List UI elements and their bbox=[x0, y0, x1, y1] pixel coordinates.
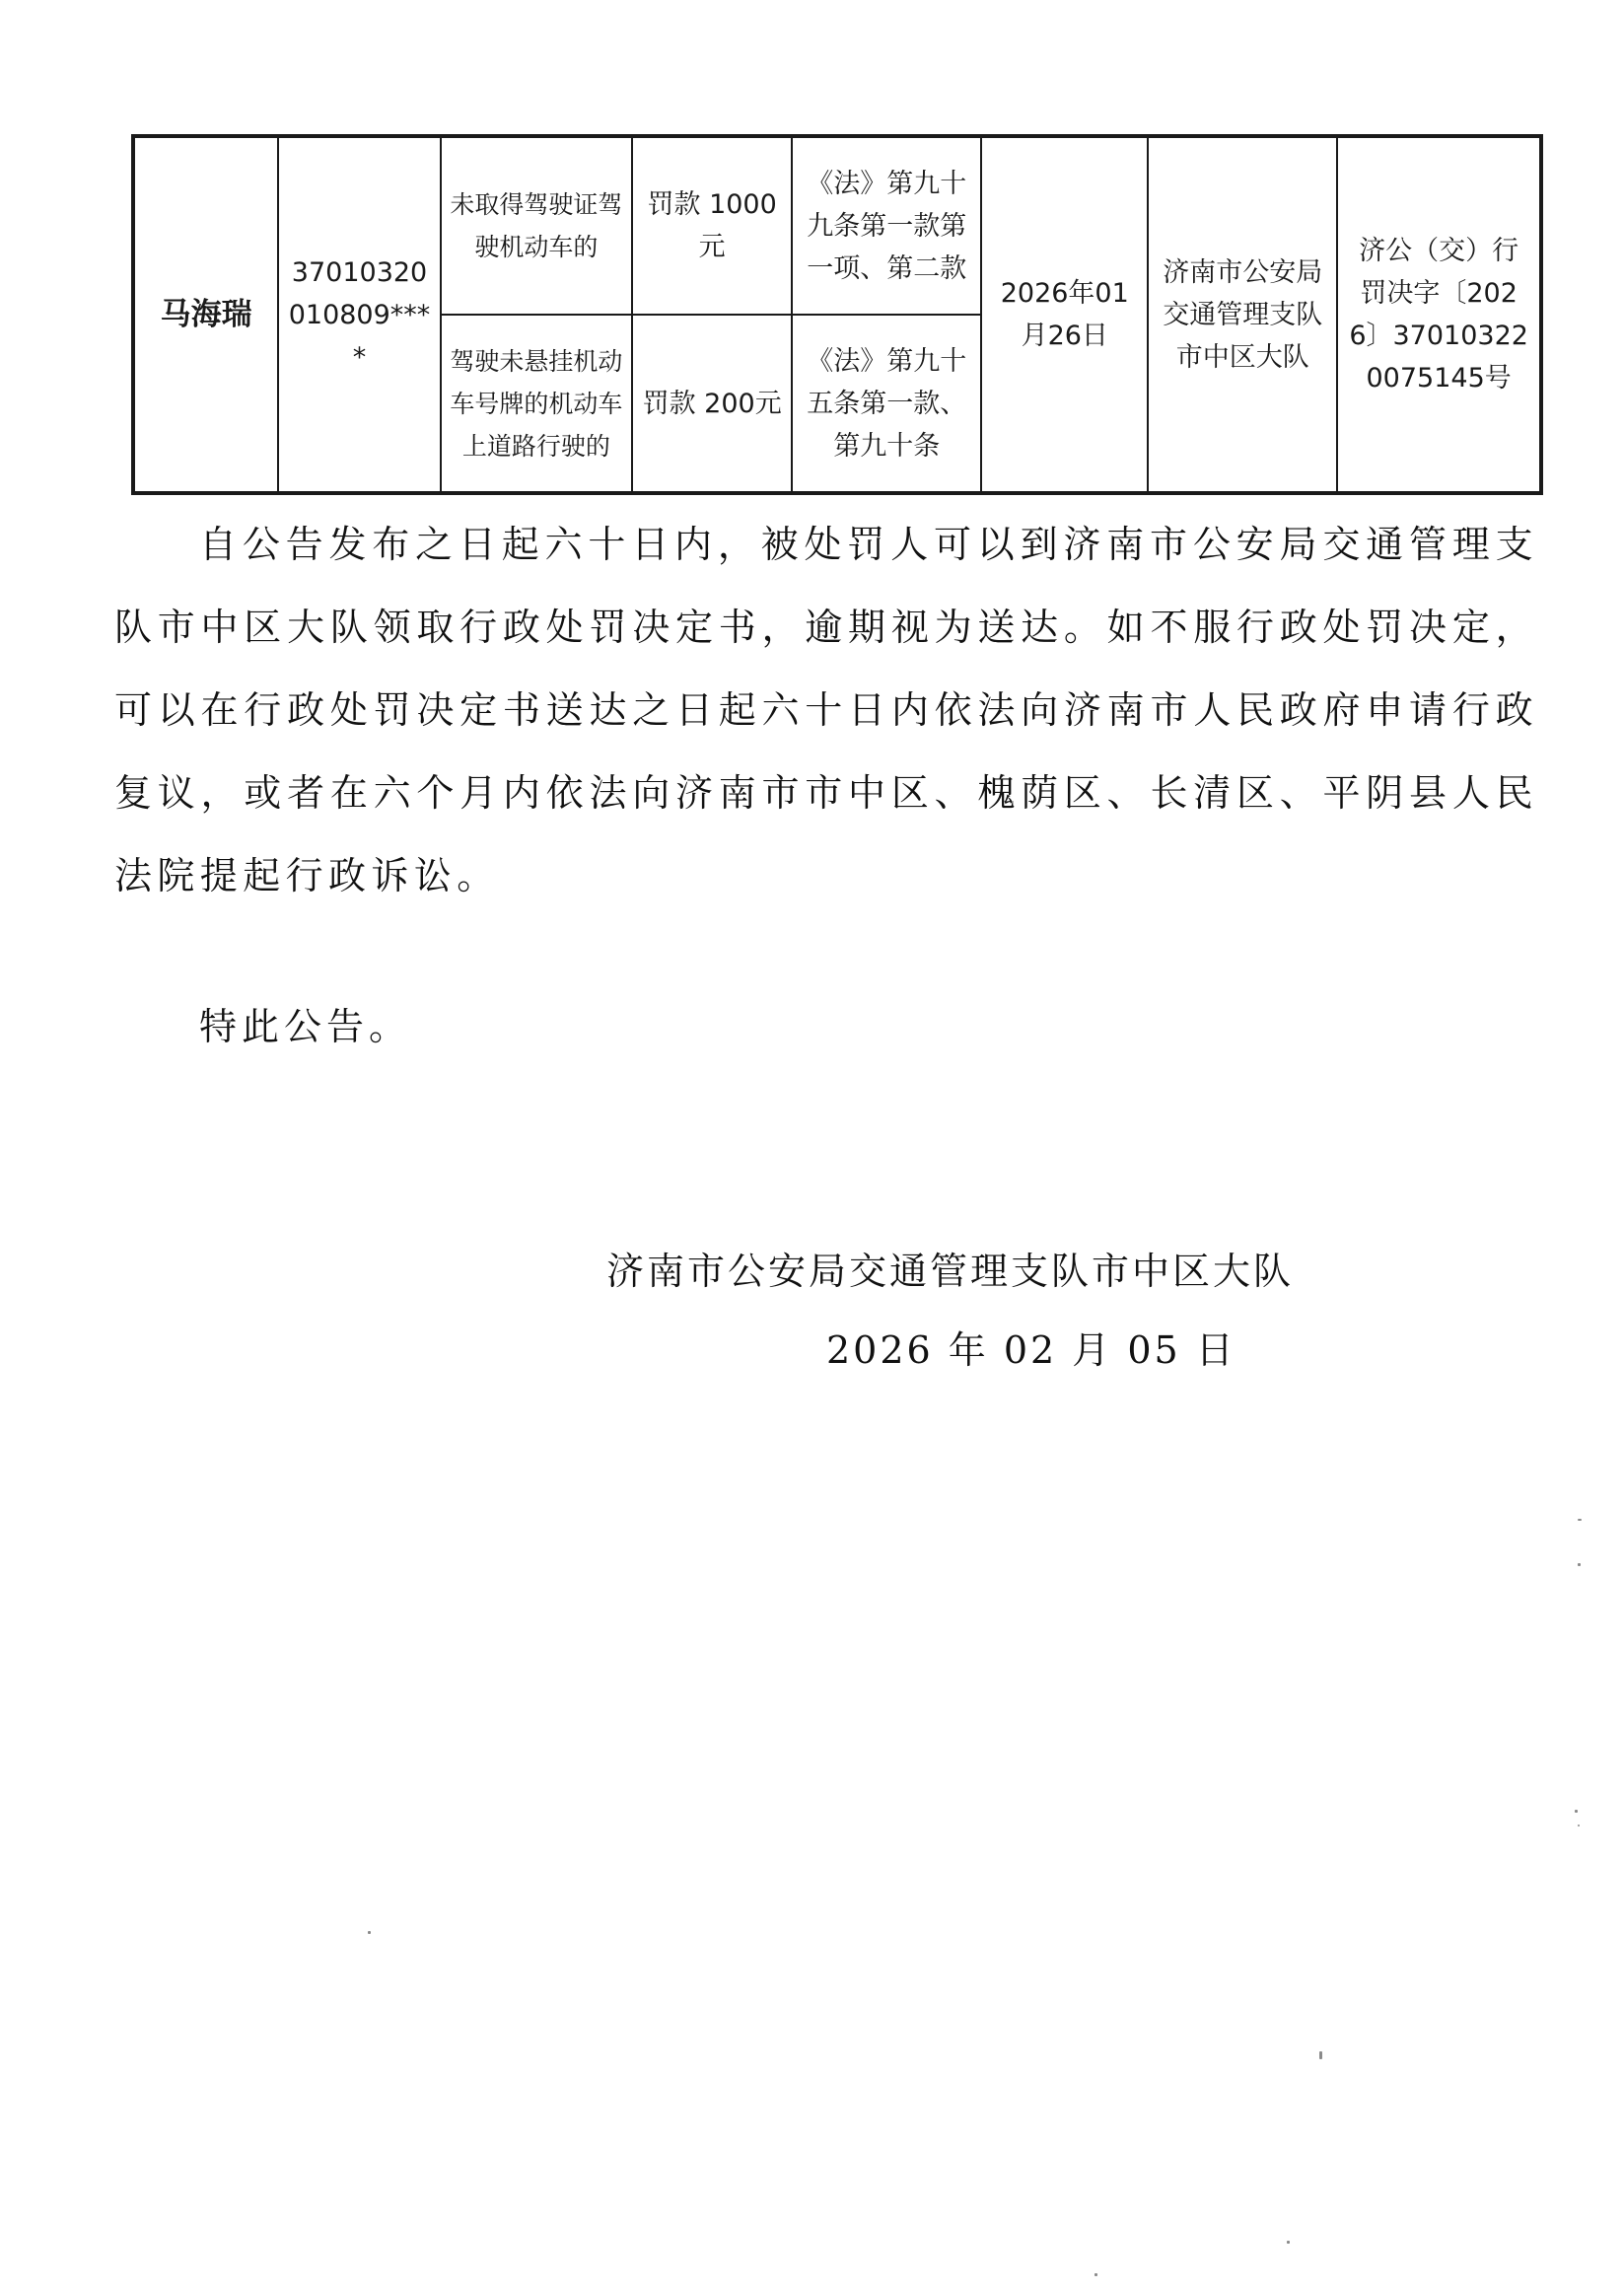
notice-paragraph: 自公告发布之日起六十日内，被处罚人可以到济南市公安局交通管理支队市中区大队领取行政处罚决定书，逾期视为送达。如不服行政处罚决定，可以在行政处罚决定书送达之日起六十日内依法向济南市人民政府申请行政复议，或者在六个月内依法向济南市市中区、槐荫区、长清区、平阴县人民法院提起行政诉讼。 bbox=[114, 523, 1538, 897]
violation-behavior-cell: 未取得驾驶证驾驶机动车的 bbox=[441, 137, 632, 315]
signature-organization: 济南市公安局交通管理支队市中区大队 bbox=[606, 1250, 1295, 1293]
scan-speck bbox=[1578, 1563, 1581, 1566]
scan-speck bbox=[1094, 2273, 1097, 2276]
legal-basis-cell: 《法》第九十五条第一款、第九十条 bbox=[792, 315, 981, 492]
penalty-amount-cell: 罚款 200元 bbox=[632, 315, 792, 492]
person-name-cell: 马海瑞 bbox=[134, 137, 278, 492]
scan-speck bbox=[368, 1931, 371, 1934]
id-number-cell: 37010320010809**** bbox=[278, 137, 441, 492]
decision-number-cell: 济公（交）行罚决字〔2026〕370103220075145号 bbox=[1337, 137, 1540, 492]
scan-speck bbox=[1578, 1519, 1582, 1521]
decision-date-cell: 2026年01月26日 bbox=[981, 137, 1148, 492]
scan-speck bbox=[1319, 2051, 1322, 2059]
signature-date: 2026 年 02 月 05 日 bbox=[826, 1328, 1236, 1372]
table-row bbox=[134, 137, 1540, 315]
authority-cell: 济南市公安局交通管理支队市中区大队 bbox=[1148, 137, 1337, 492]
legal-basis-cell: 《法》第九十九条第一款第一项、第二款 bbox=[792, 137, 981, 315]
scan-speck bbox=[1578, 1825, 1580, 1826]
closing-line: 特此公告。 bbox=[199, 1005, 412, 1048]
penalty-table bbox=[133, 136, 1541, 493]
scan-speck bbox=[1287, 2241, 1290, 2244]
violation-behavior-cell: 驾驶未悬挂机动车号牌的机动车上道路行驶的 bbox=[441, 315, 632, 492]
penalty-amount-cell: 罚款 1000元 bbox=[632, 137, 792, 315]
scan-speck bbox=[1575, 1810, 1578, 1813]
